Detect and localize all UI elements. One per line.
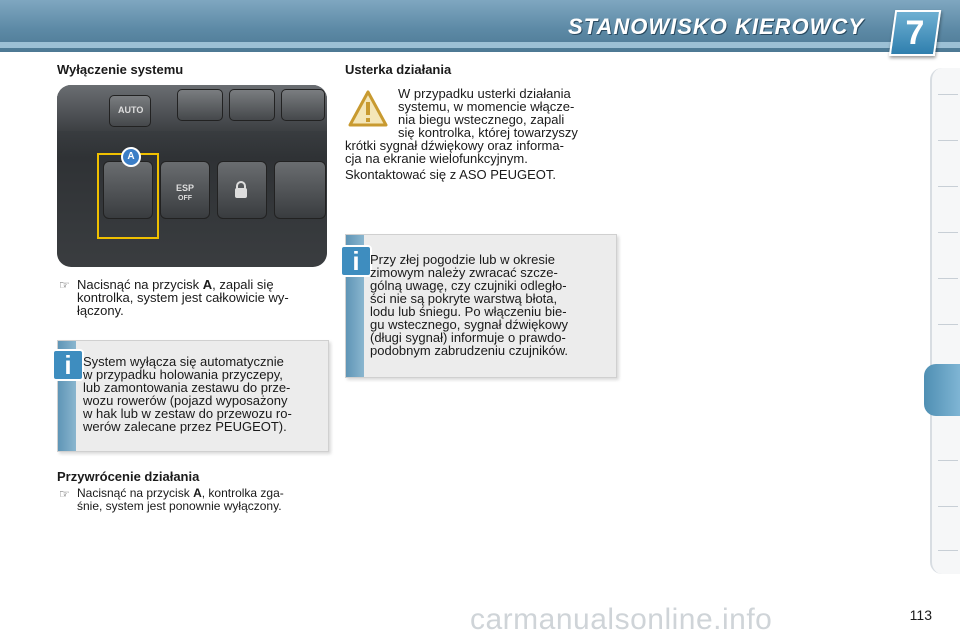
info-line: wozu rowerów (pojazd wyposażony (83, 393, 288, 408)
defrost-button-image (177, 89, 223, 121)
section-title-disable: Wyłączenie systemu (57, 62, 184, 77)
info-box-weather (345, 234, 617, 378)
chapter-tab-active[interactable] (924, 364, 960, 416)
info-line: Przy złej pogodzie lub w okresie (370, 252, 555, 267)
info-line: ści nie są pokryte warstwą błota, (370, 291, 558, 306)
chapter-tab-divider (938, 232, 958, 233)
chapter-tab-divider (938, 94, 958, 95)
fault-line: się kontrolka, której towarzyszy (398, 125, 578, 140)
info-icon: i (340, 245, 372, 277)
bullet-line-2: kontrolka, system jest całkowicie wy- (77, 290, 289, 305)
info-line: zimowym należy zwracać szcze- (370, 265, 558, 280)
fault-line: systemu, w momencie włącze- (398, 99, 575, 114)
auto-label: AUTO (118, 105, 144, 115)
disable-instruction (77, 278, 327, 317)
chapter-tab-divider (938, 460, 958, 461)
fault-text-full (345, 139, 615, 165)
chapter-tab-divider (938, 140, 958, 141)
restore-text: Nacisnąć na przycisk (77, 486, 190, 500)
info-line: System wyłącza się automatycznie (83, 354, 284, 369)
chapter-tab-divider (938, 278, 958, 279)
info-line: lub zamontowania zestawu do prze- (83, 380, 291, 395)
info-line: w hak lub w zestaw do przewozu ro- (83, 406, 292, 421)
bullet-rest: , zapali się (212, 277, 274, 292)
esp-off-label: OFF (178, 195, 192, 202)
dashboard-photo (57, 85, 327, 267)
info-line: gólną uwagę, czy czujniki odległo- (370, 278, 567, 293)
info-line: werów zalecane przez PEUGEOT). (83, 419, 287, 434)
header-band (0, 42, 960, 48)
warning-triangle-icon (348, 90, 388, 128)
restore-instruction (77, 487, 327, 513)
restore-rest: , kontrolka zga- (201, 486, 284, 500)
bullet-text: Nacisnąć na przycisk (77, 277, 200, 292)
info-box-towing (57, 340, 329, 452)
section-title-fault: Usterka działania (345, 62, 452, 77)
chapter-tab-divider (938, 186, 958, 187)
chapter-number: 7 (905, 14, 925, 52)
info-line: (długi sygnał) informuje o prawdo- (370, 330, 566, 345)
rear-defrost-button-image (229, 89, 275, 121)
chapter-tab-divider (938, 550, 958, 551)
hand-pointer-icon: ☞ (59, 487, 70, 501)
lock-icon (233, 181, 249, 199)
section-title-restore: Przywrócenie działania (57, 469, 200, 484)
restore-line-2: śnie, system jest ponownie wyłączony. (77, 499, 282, 513)
chapter-title: STANOWISKO KIEROWCY (567, 14, 864, 39)
bullet-line-3: łączony. (77, 303, 124, 318)
bullet-letter-a: A (202, 277, 213, 292)
chapter-tabs (930, 68, 960, 574)
contact-text: Skontaktować się z ASO PEUGEOT. (345, 167, 556, 182)
hand-pointer-icon: ☞ (59, 278, 70, 292)
page-number: 113 (909, 607, 932, 623)
info-text-towing (83, 355, 321, 433)
esp-label: ESP (176, 183, 195, 193)
marker-a: A (121, 147, 141, 167)
fault-text-indented (398, 87, 615, 139)
info-line: lodu lub śniegu. Po włączeniu bie- (370, 304, 567, 319)
recirculation-button-image (281, 89, 325, 121)
watermark: carmanualsonline.info (470, 603, 773, 636)
fault-line: nia biegu wstecznego, zapali (398, 112, 565, 127)
info-line: w przypadku holowania przyczepy, (83, 367, 283, 382)
info-line: gu wstecznego, sygnał dźwiękowy (370, 317, 568, 332)
info-text-weather (370, 253, 608, 357)
hazard-button-image (274, 161, 326, 219)
chapter-tab-divider (938, 506, 958, 507)
chapter-tab-divider (938, 324, 958, 325)
fault-line: W przypadku usterki działania (398, 86, 571, 101)
info-icon: i (52, 349, 84, 381)
fault-line: krótki sygnał dźwiękowy oraz informa- (345, 138, 564, 153)
fault-line: cja na ekranie wielofunkcyjnym. (345, 151, 528, 166)
restore-letter-a: A (193, 486, 202, 500)
info-line: podobnym zabrudzeniu czujników. (370, 343, 569, 358)
